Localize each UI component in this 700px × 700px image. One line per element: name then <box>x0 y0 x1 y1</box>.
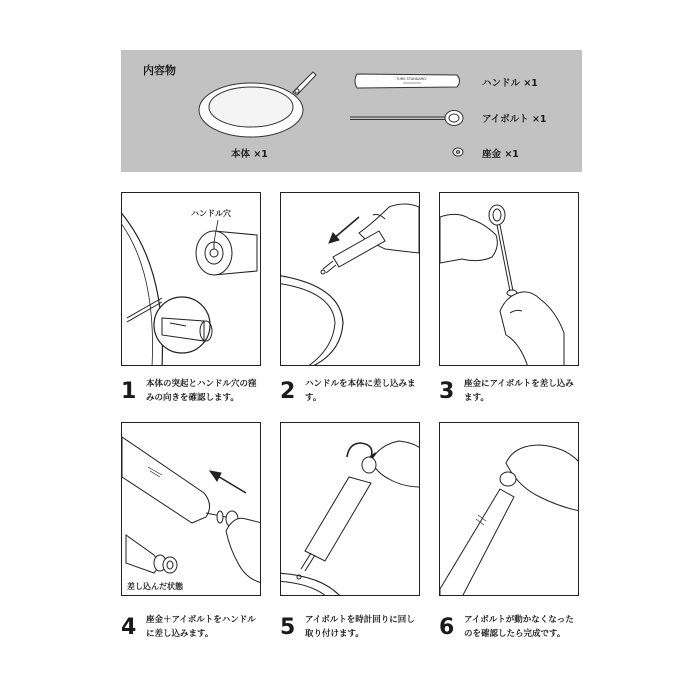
handle-brand-text: TURK STANDARD <box>396 77 426 81</box>
step-1-panel <box>121 192 261 366</box>
contents-box <box>121 50 582 172</box>
step-5-number: 5 <box>280 615 296 640</box>
step-4-text: 座金＋アイボルトをハンドルに差し込みます。 <box>146 615 256 639</box>
pan-body-illustration <box>199 72 316 137</box>
washer-illustration <box>453 148 463 156</box>
step-2-panel <box>280 192 420 366</box>
item-qty: ×1 <box>504 149 519 160</box>
item-name: 座金 <box>482 149 502 160</box>
step-5-text: アイボルトを時計回りに回し取り付けます。 <box>305 615 415 639</box>
eyebolt-illustration <box>350 111 463 126</box>
insert-arrow-icon <box>329 217 359 243</box>
item-qty: ×1 <box>531 114 547 125</box>
item-qty: ×1 <box>253 149 268 160</box>
step-6-number: 6 <box>439 615 455 640</box>
item-qty: ×1 <box>523 78 538 89</box>
step-1-callout: ハンドル穴 <box>191 209 231 218</box>
contents-item-eyebolt <box>482 111 547 125</box>
step-5-panel <box>280 422 420 596</box>
protrusion-closeup <box>127 297 212 353</box>
step-4-callout: 差し込んだ状態 <box>127 582 183 591</box>
inserted-state-inset <box>126 535 177 573</box>
step-2-text: ハンドルを本体に差し込みます。 <box>305 379 416 403</box>
contents-item-washer <box>482 146 519 160</box>
item-name: 本体 <box>231 149 251 160</box>
contents-item-pan <box>231 146 268 160</box>
step-3-text: 座金にアイボルトを差し込みます。 <box>464 379 574 403</box>
insert-arrow-icon <box>210 471 246 493</box>
step-1-number: 1 <box>121 379 137 404</box>
contents-item-handle <box>482 75 538 89</box>
item-name: アイボルト <box>482 114 529 125</box>
step-6-text: アイボルトが動かなくなったのを確認したら完成です。 <box>464 615 574 639</box>
handle-hole-closeup <box>196 231 257 275</box>
item-name: ハンドル <box>482 78 521 89</box>
contents-title: 内容物 <box>143 64 176 77</box>
step-6-panel <box>439 422 579 596</box>
step-4-number: 4 <box>121 615 137 640</box>
step-1-text: 本体の突起とハンドル穴の窪みの向きを確認します。 <box>146 379 257 403</box>
step-3-number: 3 <box>439 379 455 404</box>
step-2-number: 2 <box>280 379 296 404</box>
step-3-panel <box>439 192 579 366</box>
step-4-panel <box>121 422 261 596</box>
handle-illustration <box>355 74 460 88</box>
